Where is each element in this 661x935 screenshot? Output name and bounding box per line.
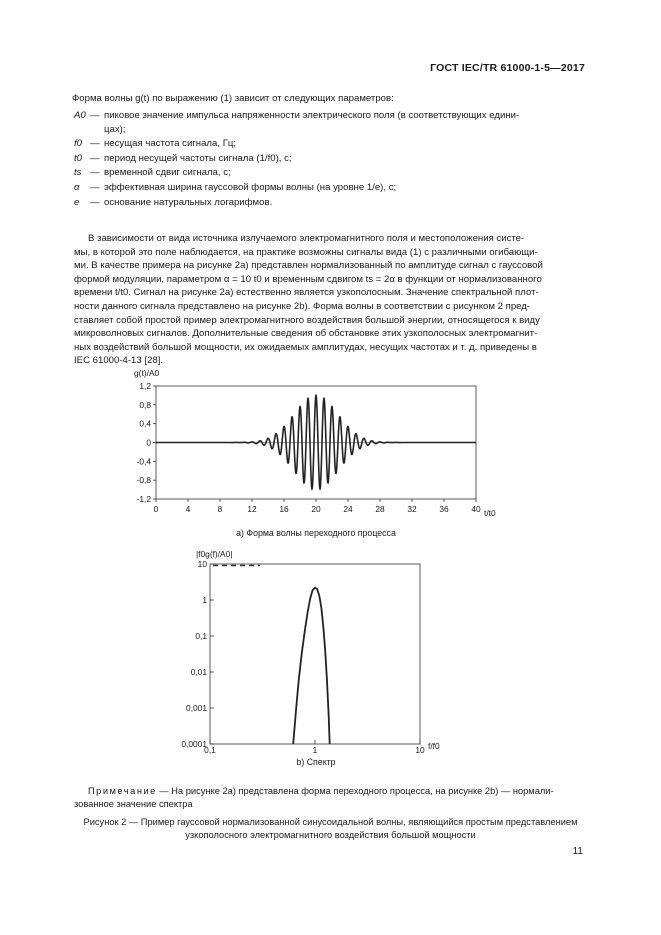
paragraph-line: ми. В качестве примера на рисунке 2a) представлен нормализованный по амплитуде сигнал с гауссовой xyxy=(74,260,543,272)
spectrum-chart xyxy=(0,546,661,772)
definition-row xyxy=(74,196,589,210)
waveform-y-tick-label: -0,8 xyxy=(136,475,151,486)
spectrum-x-tick-label: 10 xyxy=(415,745,425,755)
waveform-x-tick-label: 40 xyxy=(471,504,481,514)
spectrum-y-tick-label: 10 xyxy=(197,559,207,569)
body-paragraph xyxy=(74,232,587,368)
note-text: — На рисунке 2a) представлена форма переходного процесса, на рисунке 2b) — нормали- xyxy=(159,786,554,796)
paragraph-line: времени t/t0. Сигнал на рисунке 2a) естественно является узкополосным. Значение спектральной плот- xyxy=(74,287,539,299)
waveform-y-tick-label: 1,2 xyxy=(139,381,151,391)
paragraph-line: мы, в которой это поле наблюдается, на практике возможны сигналы вида (1) с различными огибающи- xyxy=(74,246,538,258)
paragraph-line: формой модуляции, параметром α = 10 t0 и временным сдвигом ts = 2α в функции от нормализованного xyxy=(74,273,542,285)
paragraph-line xyxy=(74,232,587,246)
spectrum-y-tick-label: 0,0001 xyxy=(181,739,207,749)
waveform-x-tick-label: 36 xyxy=(439,504,449,514)
spectrum-y-tick-label: 1 xyxy=(202,595,207,605)
paragraph-line: ных воздействий большой мощности, их ожидаемых амплитудах, несущих частотах и т. д. приведены в xyxy=(74,341,537,353)
waveform-y-tick-label: 0,4 xyxy=(139,418,151,429)
definition-symbol: A0 xyxy=(74,110,86,121)
paragraph-line: ставляет собой простой пример электромагнитного воздействия большой энергии, относящегося к виду xyxy=(74,314,540,326)
definition-text: период несущей частоты сигнала (1/f0), с; xyxy=(104,152,292,164)
waveform-caption: a) Форма волны переходного процесса xyxy=(236,528,396,538)
waveform-x-tick-label: 8 xyxy=(217,504,223,514)
waveform-x-tick-label: 32 xyxy=(407,504,417,514)
spectrum-y-axis-label: |f0g(f)/A0| xyxy=(196,549,233,559)
definition-dash: — xyxy=(90,196,100,208)
paragraph-line-text: В зависимости от вида источника излучаемого электромагнитного поля и местоположения систе- xyxy=(88,233,525,244)
definition-dash: — xyxy=(90,152,100,164)
spectrum-series-line xyxy=(293,588,329,744)
definition-text xyxy=(104,109,589,136)
definition-symbol: f0 xyxy=(74,138,83,150)
intro-line: Форма волны g(t) по выражению (1) зависит от следующих параметров: xyxy=(72,93,394,104)
definition-symbol: ts xyxy=(74,167,82,179)
waveform-y-tick-label: 0,8 xyxy=(139,399,151,410)
spectrum-y-tick-label: 0,01 xyxy=(190,667,207,677)
waveform-y-axis-label: g(t)/A0 xyxy=(134,368,160,378)
spectrum-x-axis-label: f/f0 xyxy=(428,741,440,751)
waveform-x-tick-label: 0 xyxy=(153,504,159,514)
parameter-definitions xyxy=(74,109,589,210)
definition-row xyxy=(74,109,589,136)
paragraph-line: ности данного сигнала представлено на рисунке 2b). Форма волны в соответствии с рисунком 2 пред- xyxy=(74,300,531,312)
waveform-series-line xyxy=(156,395,476,488)
waveform-x-tick-label: 20 xyxy=(311,504,321,514)
waveform-x-tick-label: 12 xyxy=(247,504,257,514)
definition-dash: — xyxy=(90,138,100,150)
page-number: 11 xyxy=(572,846,583,857)
spectrum-plot-frame xyxy=(210,564,420,744)
waveform-x-tick-label: 24 xyxy=(343,504,353,514)
waveform-y-tick-label: -1,2 xyxy=(136,494,151,504)
paragraph-line: микроволновых сигналов. Дополнительные сведения об обстановке этих узкополосных электромагнит- xyxy=(74,328,538,340)
note-label: Примечание xyxy=(88,786,157,796)
waveform-x-axis-label: t/t0 xyxy=(484,508,496,518)
definition-text: эффективная ширина гауссовой формы волны (на уровне 1/e), с; xyxy=(104,181,397,193)
waveform-chart xyxy=(0,364,661,544)
waveform-x-tick-label: 16 xyxy=(279,504,289,514)
definition-text: основание натуральных логарифмов. xyxy=(104,196,273,208)
figure-note xyxy=(74,785,587,811)
definition-row xyxy=(74,152,589,166)
spectrum-y-tick-label: 0,1 xyxy=(195,631,207,641)
waveform-y-tick-label: -0,4 xyxy=(136,456,151,467)
definition-dash: — xyxy=(90,167,100,179)
definition-row xyxy=(74,137,589,151)
definition-text: несущая частота сигнала, Гц; xyxy=(104,138,237,150)
definition-symbol: t0 xyxy=(74,152,83,164)
spectrum-y-tick-label: 0,001 xyxy=(186,703,207,713)
figure-caption xyxy=(44,816,617,841)
waveform-y-tick-label: 0 xyxy=(146,437,151,448)
definition-dash: — xyxy=(90,181,100,193)
definition-symbol: α xyxy=(74,181,80,193)
paragraph-line: IEC 61000-4-13 [28]. xyxy=(74,355,164,367)
waveform-x-tick-label: 4 xyxy=(185,504,191,514)
spectrum-x-tick-label: 0,1 xyxy=(204,745,216,755)
figure-caption-line: узкополосного электромагнитного воздействия большой мощности xyxy=(185,829,476,840)
definition-text-line: пиковое значение импульса напряженности электрического поля (в соответствующих едини- xyxy=(104,110,520,121)
definition-text-cont: цах); xyxy=(104,123,126,135)
note-cont: зованное значение спектра xyxy=(74,799,193,809)
document-header: ГОСТ IEC/TR 61000-1-5—2017 xyxy=(430,62,585,74)
definition-symbol: e xyxy=(74,196,80,208)
definition-row xyxy=(74,166,589,180)
figure-caption-line: Рисунок 2 — Пример гауссовой нормализованной синусоидальной волны, являющийся простым представлением xyxy=(83,817,578,827)
spectrum-caption: b) Спектр xyxy=(296,757,336,767)
spectrum-x-tick-label: 1 xyxy=(312,745,318,755)
waveform-x-tick-label: 28 xyxy=(375,504,385,514)
definition-text: временной сдвиг сигнала, с; xyxy=(104,167,231,179)
definition-row xyxy=(74,181,589,195)
note-line xyxy=(74,785,587,798)
definition-dash: — xyxy=(90,110,100,121)
